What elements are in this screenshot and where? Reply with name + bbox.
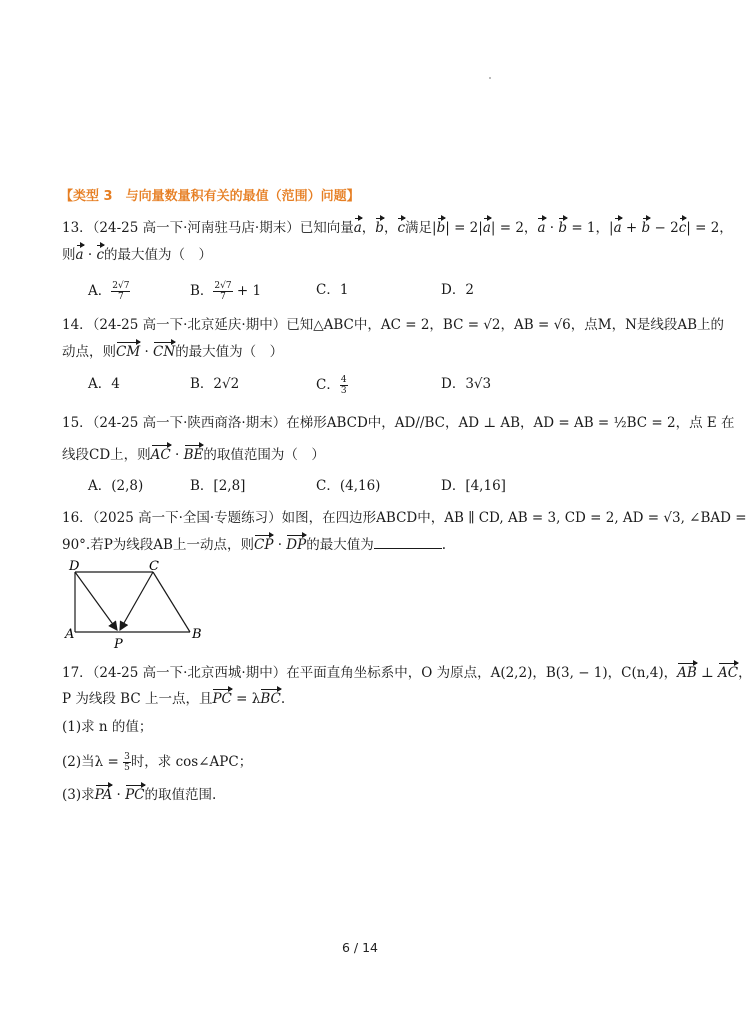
q17-line1: 17．（24-25 高一下·北京西城·期中）在平面直角坐标系中，O 为原点，A(2,2)，B(3, − 1)，C(n,4)，AB ⊥ AC， [62, 665, 752, 681]
vector-dp [75, 572, 117, 630]
q13-option-b: B． $\frac{2√7}{7}$ + 1 [190, 281, 262, 302]
label-c: C [149, 559, 159, 574]
q13-option-a: A． $\frac{2√7}{7}$ [88, 281, 130, 302]
q14-option-b: B．2√2 [190, 376, 240, 392]
q17-sub1: (1)求 n 的值； [62, 719, 153, 735]
scan-artifact [489, 77, 491, 79]
q16-line2: 90°.若P为线段AB上一动点，则CP · DP的最大值为 . [62, 537, 446, 553]
vec-a: a [353, 220, 362, 236]
q15-line1: 15．（24-25 高一下·陕西商洛·期末）在梯形ABCD中，AD//BC，AD ⊥ AB，AD = AB = ½BC = 2，点 E 在 [62, 415, 735, 431]
q15-option-c: C．(4,16) [316, 478, 381, 494]
segment-cb [153, 572, 190, 632]
q13-line2: 则a · c的最大值为（ ） [62, 247, 212, 263]
q13-option-c: C．1 [316, 282, 349, 298]
q17-line2: P 为线段 BC 上一点，且PC = λBC. [62, 691, 286, 707]
q14-line2: 动点，则CM · CN的最大值为（ ） [62, 344, 284, 360]
vec-c: c [397, 220, 406, 236]
page-number: 6 / 14 [341, 940, 379, 955]
q15-line2: 线段CD上，则AC · BE的取值范围为（ ） [62, 447, 325, 463]
q15-option-b: B．[2,8] [190, 478, 246, 494]
q14-option-d: D．3√3 [441, 376, 492, 392]
q16-line1: 16．（2025 高一下·全国·专题练习）如图，在四边形ABCD中，AB ∥ CD, AB = 3, CD = 2, AD = √3, ∠BAD = [62, 510, 747, 526]
q17-sub2: (2)当λ = $\frac{3}{5}$ 时，求 cos∠APC； [62, 752, 253, 773]
vector-cp [120, 572, 153, 630]
q15-option-a: A．(2,8) [88, 478, 144, 494]
label-a: A [65, 627, 75, 642]
label-b: B [192, 627, 202, 642]
quadrilateral-figure [60, 560, 220, 655]
q14-option-a: A．4 [88, 376, 120, 392]
q14-option-c: C． $\frac{4}{3}$ [316, 375, 347, 396]
q13-line1: 13．（24-25 高一下·河南驻马店·期末）已知向量a，b，c满足|b| = 2|a| = 2，a · b = 1，|a + b − 2c| = 2， [62, 220, 733, 236]
vec-b: b [375, 220, 384, 236]
q15-option-d: D．[4,16] [441, 478, 506, 494]
answer-blank [374, 536, 442, 549]
q14-line1: 14．（24-25 高一下·北京延庆·期中）已知△ABC中，AC = 2，BC = √2，AB = √6，点M，N是线段AB上的 [62, 317, 725, 333]
q17-sub3: (3)求PA · PC的取值范围. [62, 787, 217, 803]
section-title: 【类型 3 与向量数量积有关的最值（范围）问题】 [60, 189, 360, 204]
label-d: D [69, 559, 80, 574]
q13-option-d: D．2 [441, 282, 474, 298]
label-p: P [114, 637, 123, 652]
